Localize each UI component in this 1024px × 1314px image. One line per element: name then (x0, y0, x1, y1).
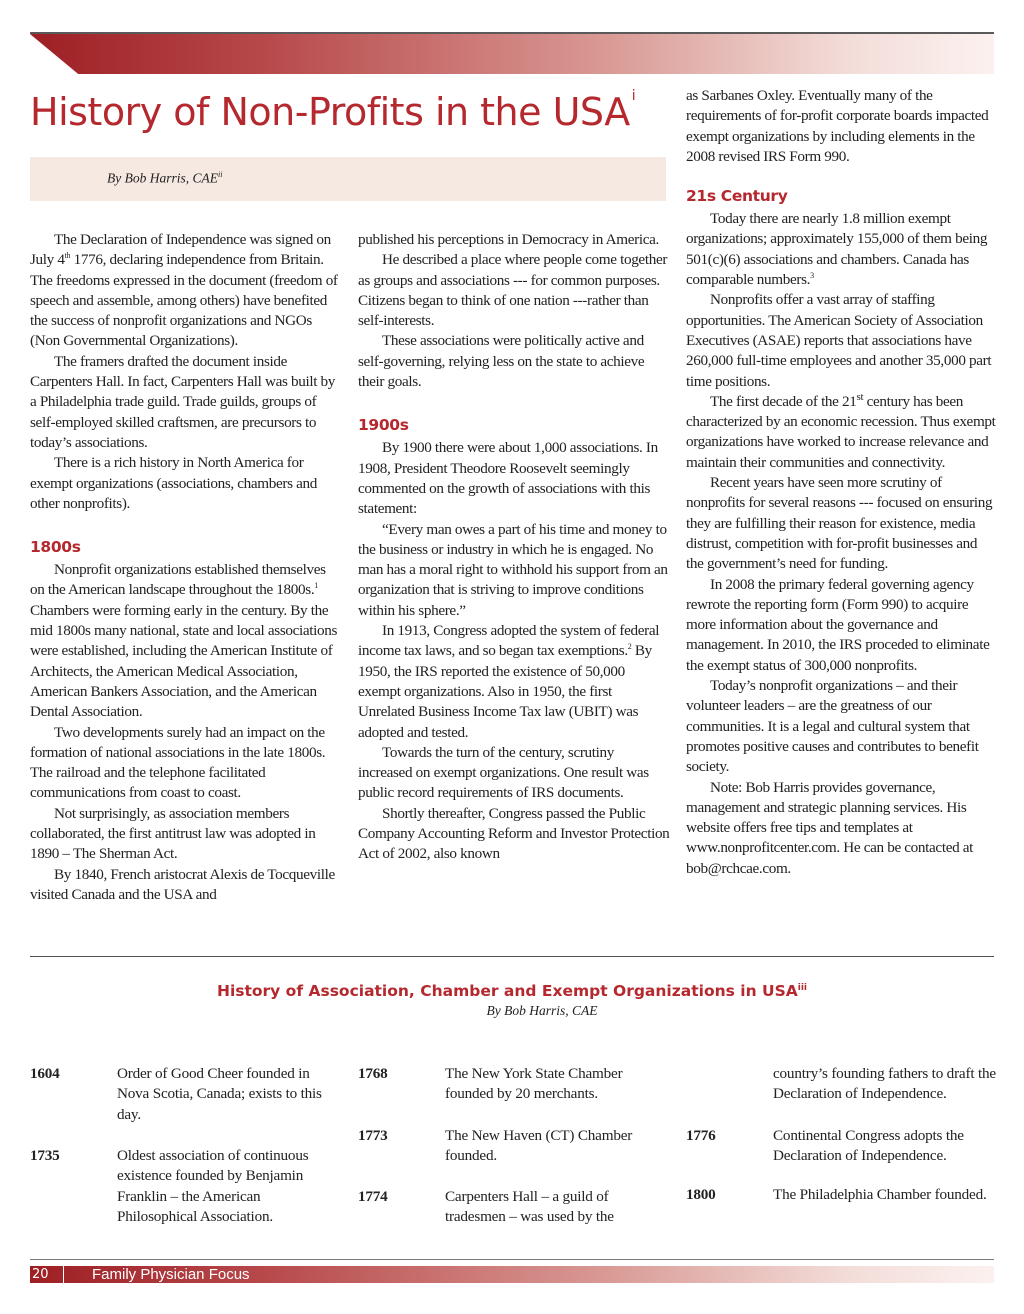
timeline-byline: By Bob Harris, CAE (486, 1003, 598, 1018)
paragraph: In 2008 the primary federal governing agency rewrote the reporting form (Form 990) to acquire more information about the governance and management. In 2010, the IRS proceded to eliminate the exempt status of 300,000 nonprofits. (686, 575, 990, 674)
timeline-event: Continental Congress adopts the Declaration of Independence. (773, 1127, 964, 1165)
paragraph: Today there are nearly 1.8 million exempt organizations; approximately 155,000 of them being 501(c)(6) associations and chambers. Canada has comparable numbers.$^3$ (686, 210, 988, 289)
paragraph: There is a rich history in North America for exempt organizations (associations, chambers and other nonprofits). (30, 454, 318, 512)
timeline-year: 1768 (358, 1065, 388, 1082)
timeline-year: 1800 (686, 1186, 716, 1203)
header-band (30, 34, 994, 74)
paragraph: He described a place where people come together as groups and associations --- for common purposes. Citizens began to think of one nation ---rather than self-interests. (358, 251, 668, 330)
timeline-title: History of Association, Chamber and Exempt Organizations in USA$^{iii}$ (216, 982, 808, 1000)
paragraph: Nonprofits offer a vast array of staffing opportunities. The American Society of Association Executives (ASAE) reports that associations have 260,000 full-time employees and another 35,000 part time positions. (686, 291, 992, 390)
paragraph: The Declaration of Independence was signed on July 4th 1776, declaring independence from Britain. The freedoms expressed in the document (freedom of speech and assemble, among others) have benefited the success of nonprofit organizations and NGOs (Non Governmental Organizations). (30, 231, 338, 350)
timeline-event: Oldest association of continuous existence founded by Benjamin Franklin – the American Philosophical Association. (117, 1147, 309, 1225)
footer-rule (30, 1259, 994, 1260)
timeline-year: 1735 (30, 1147, 60, 1164)
paragraph: These associations were politically active and self-governing, relying less on the state to achieve their goals. (358, 332, 645, 391)
section-heading-1800s: 1800s (30, 538, 81, 557)
section-divider (30, 956, 994, 957)
timeline-event: The New Haven (CT) Chamber founded. (445, 1127, 633, 1165)
footer-separator (63, 1266, 64, 1283)
paragraph: Nonprofit organizations established themselves on the American landscape throughout the 1800s.$^1$ Chambers were forming early in the century. By the mid 1800s many national, state and local associations were established, including the American Institute of Architects, the American Medical Association, American Bankers Association, and the American Dental Association. (30, 561, 338, 721)
paragraph: The framers drafted the document inside Carpenters Hall. In fact, Carpenters Hall was built by a Philadelphia trade guild. Trade guilds, groups of self-employed skilled craftsmen, are precursors to today’s associations. (30, 352, 335, 451)
timeline-event: The New York State Chamber founded by 20 merchants. (445, 1065, 623, 1103)
quote-paragraph: “Every man owes a part of his time and money to the business or industry in which he is engaged. No man has a moral right to withhold his support from an organization that is striving to improve conditions within his sphere.” (358, 520, 668, 619)
paragraph: In 1913, Congress adopted the system of federal income tax laws, and so began tax exemptions.$^2$ By 1950, the IRS reported the existence of 50,000 exempt organizations. Also in 1950, the first Unrelated Business Income Tax law (UBIT) was adopted and tested. (358, 622, 660, 741)
paragraph: By 1900 there were about 1,000 associations. In 1908, President Theodore Roosevelt seemingly commented on the growth of associations with this statement: (358, 439, 658, 518)
section-heading-21st-century: 21s Century (686, 187, 788, 206)
author-note: Note: Bob Harris provides governance, management and strategic planning services. His website offers free tips and templates at www.nonprofitcenter.com. He can be contacted at bob@rchcae.com. (686, 778, 974, 877)
page-number: 20 (32, 1267, 49, 1282)
timeline-event: Order of Good Cheer founded in Nova Scotia, Canada; exists to this day. (117, 1065, 322, 1123)
timeline-endnote: iii (797, 982, 808, 993)
timeline-year: 1776 (686, 1127, 716, 1144)
timeline-event-continued: country’s founding fathers to draft the Declaration of Independence. (773, 1065, 996, 1103)
paragraph: published his perceptions in Democracy in America. (358, 231, 659, 248)
article-column-1 (30, 230, 342, 905)
paragraph: Shortly thereafter, Congress passed the Public Company Accounting Reform and Investor Protection Act of 2002, also known (358, 804, 670, 863)
timeline-event: Carpenters Hall – a guild of tradesmen – was used by the (445, 1188, 614, 1226)
timeline-year: 1773 (358, 1127, 388, 1144)
paragraph: Two developments surely had an impact on the formation of national associations in the late 1800s. The railroad and the telephone facilitated communications from coast to coast. (30, 723, 326, 802)
paragraph: Today’s nonprofit organizations – and their volunteer leaders – are the greatness of our communities. It is a legal and cultural system that promotes positive causes and contributes to benefit society. (686, 677, 979, 776)
paragraph: as Sarbanes Oxley. Eventually many of the requirements of for-profit corporate boards impacted exempt organizations by including elements in the 2008 revised IRS Form 990. (686, 87, 989, 165)
byline-endnote: ii (218, 170, 223, 179)
paragraph: Towards the turn of the century, scrutiny increased on exempt organizations. One result was public record requirements of IRS documents. (358, 743, 649, 802)
article-title: History of Non-Profits in the USA $^i$ (30, 88, 636, 134)
article-byline: By Bob Harris, CAE$^{ii}$ (107, 170, 223, 186)
paragraph: The first decade of the 21st century has been characterized by an economic recession. Thus exempt organizations have worked to increase relevance and maintain their communities and connectivity. (686, 390, 996, 471)
publication-name: Family Physician Focus (92, 1266, 250, 1283)
paragraph: By 1840, French aristocrat Alexis de Tocqueville visited Canada and the USA and (30, 865, 335, 903)
article-column-3 (686, 86, 998, 879)
section-heading-1900s: 1900s (358, 416, 409, 435)
timeline-year: 1774 (358, 1188, 388, 1205)
paragraph: Not surprisingly, as association members collaborated, the first antitrust law was adopted in 1890 – The Sherman Act. (30, 804, 316, 863)
paragraph: Recent years have seen more scrutiny of nonprofits for several reasons --- focused on ensuring they are fulfilling their reason for existence, media distrust, competition with for-profit businesses and the government’s need for funding. (686, 474, 993, 573)
title-endnote: i (631, 88, 636, 104)
top-rule (30, 32, 994, 34)
timeline-event: The Philadelphia Chamber founded. (773, 1186, 987, 1203)
article-column-2 (358, 230, 670, 865)
timeline-year: 1604 (30, 1065, 60, 1082)
